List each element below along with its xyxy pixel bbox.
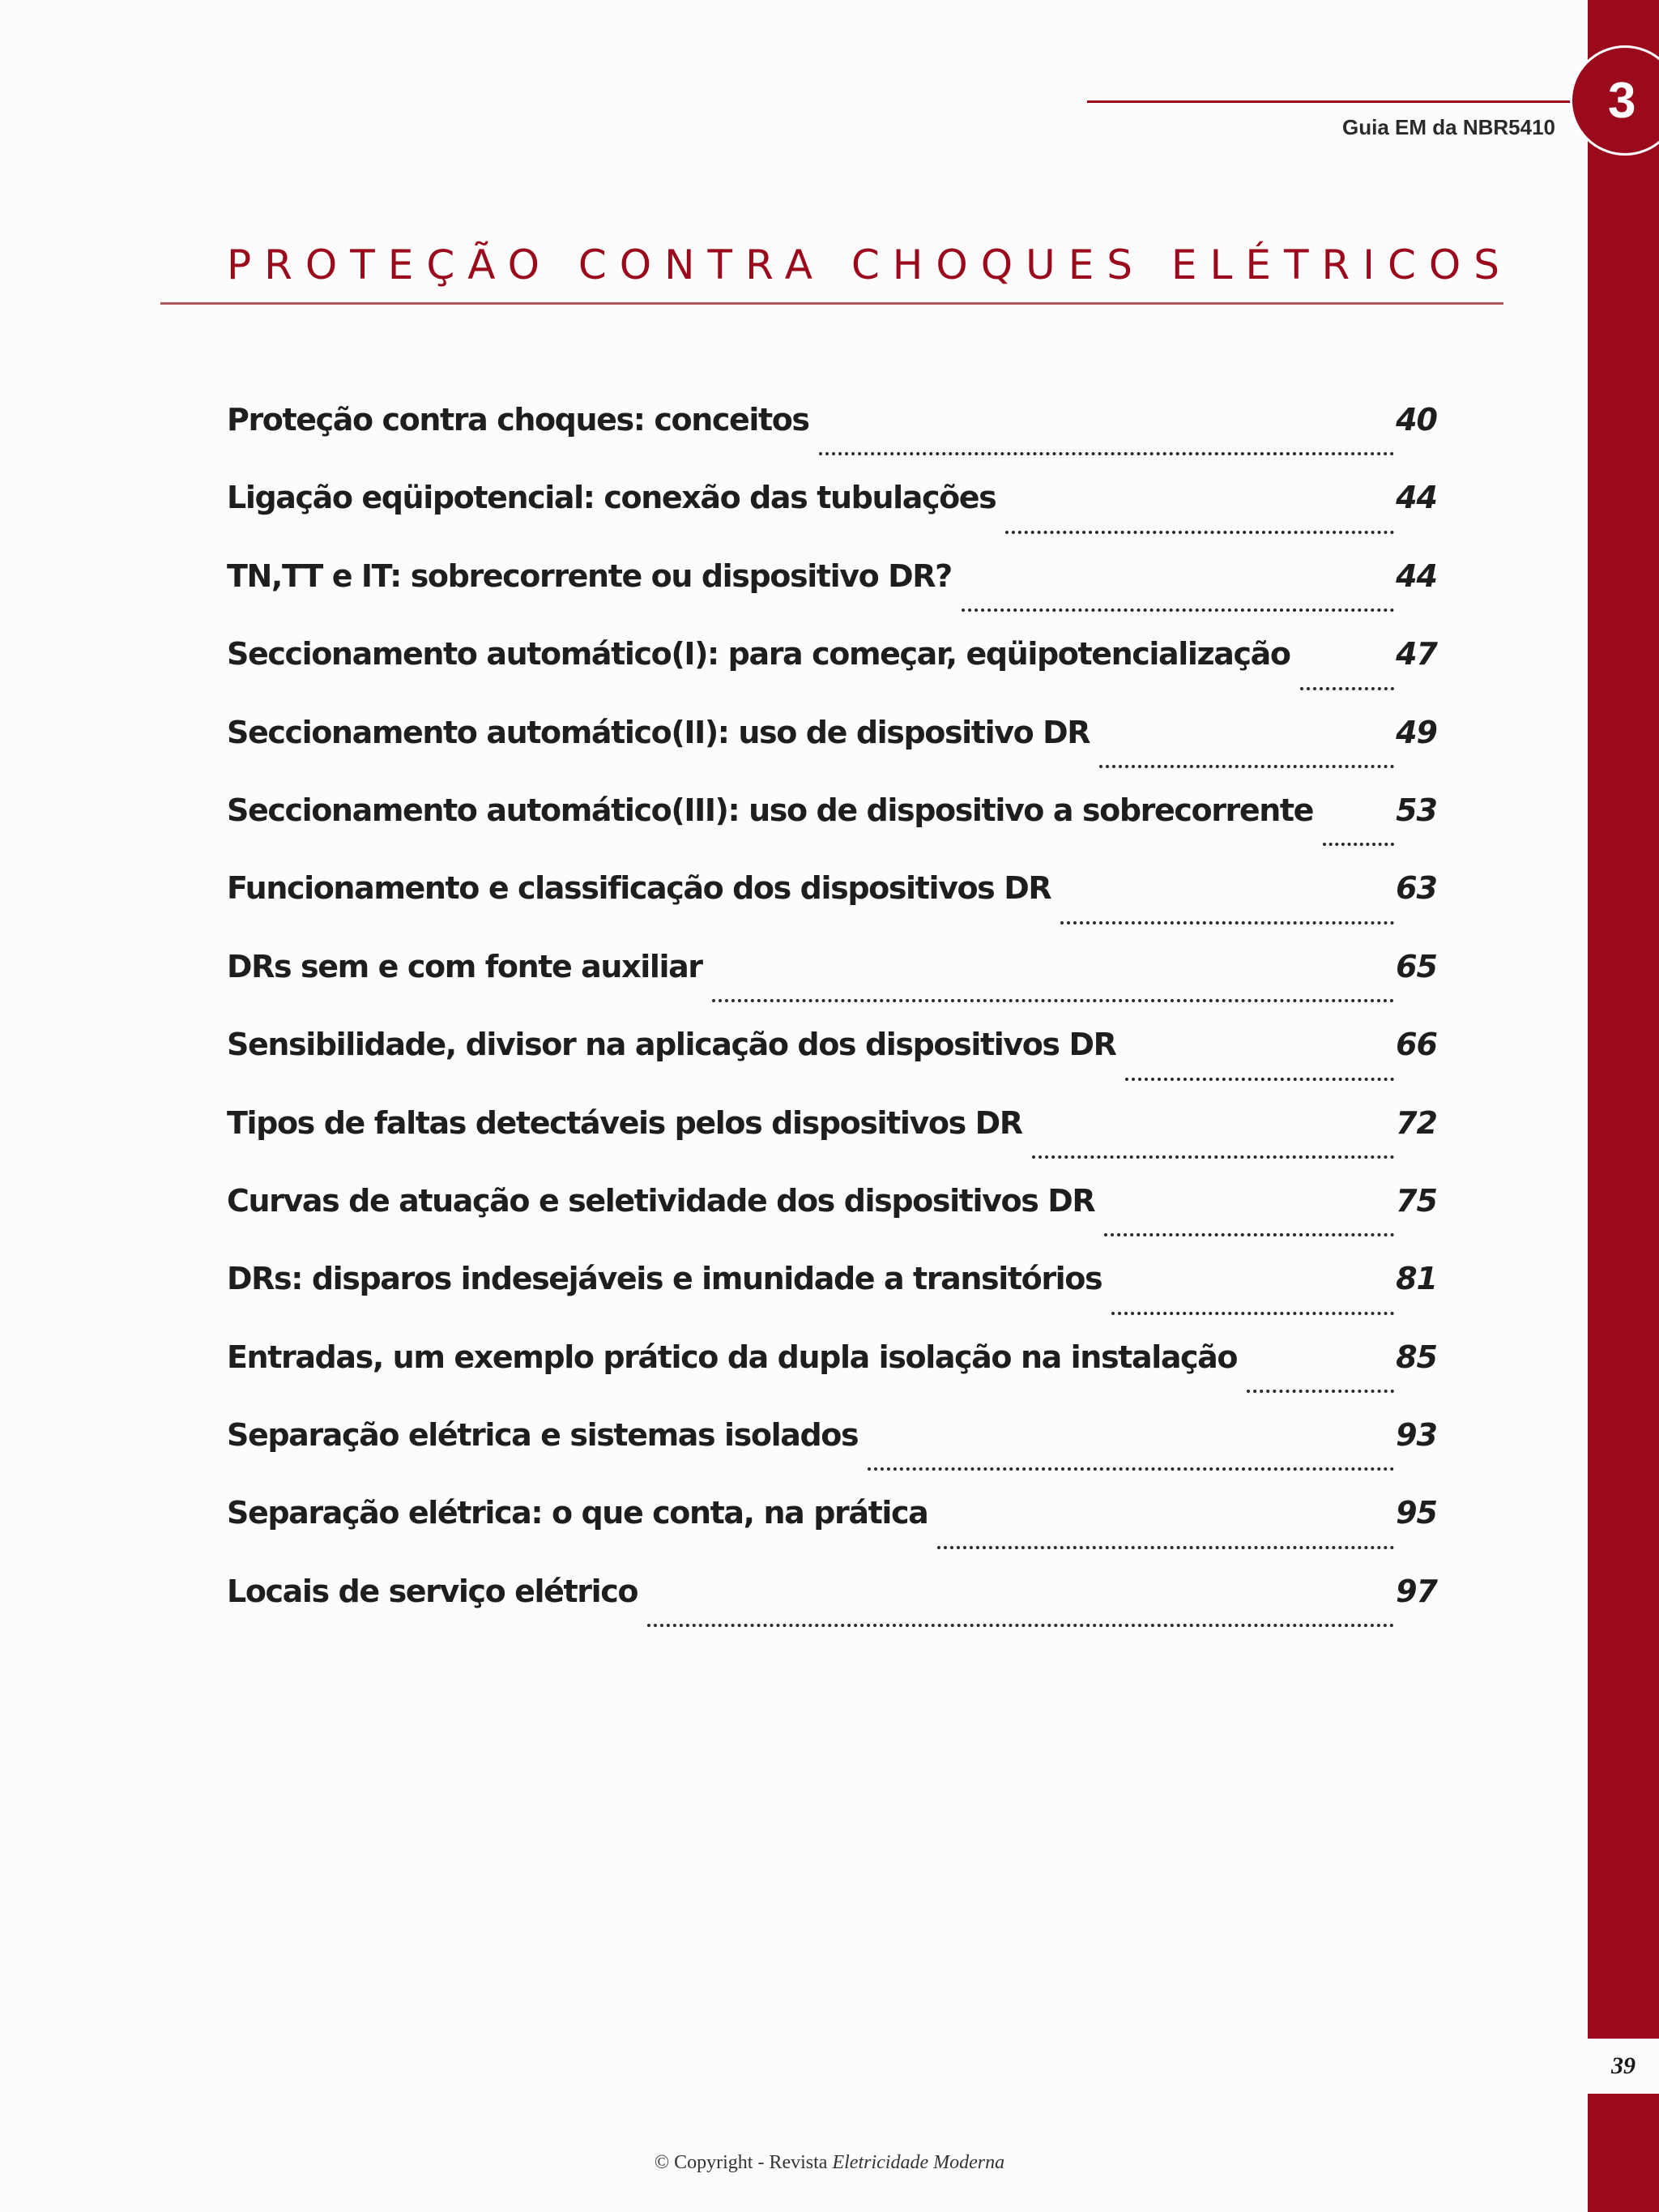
toc-entry-title: Sensibilidade, divisor na aplicação dos dispositivos DR: [227, 1027, 1116, 1063]
toc-entry-page: 81: [1396, 1261, 1437, 1297]
toc-entry-page: 63: [1396, 870, 1437, 907]
dot-leader: [1323, 843, 1394, 846]
toc-entry-title: Entradas, um exemplo prático da dupla isolação na instalação: [227, 1339, 1238, 1375]
toc-entry-page: 66: [1396, 1027, 1437, 1063]
section-title: PROTEÇÃO CONTRA CHOQUES ELÉTRICOS: [227, 241, 1513, 288]
toc-entry-page: 97: [1396, 1573, 1437, 1609]
toc-entry-page: 85: [1396, 1339, 1437, 1375]
toc-entry[interactable]: [227, 949, 1437, 1027]
dot-leader: [1060, 921, 1394, 925]
toc-entry-title: Seccionamento automático(II): uso de dispositivo DR: [227, 714, 1090, 750]
dot-leader: [937, 1546, 1394, 1549]
toc-entry[interactable]: [227, 1417, 1437, 1495]
toc-entry[interactable]: [227, 636, 1437, 714]
toc-entry[interactable]: [227, 715, 1437, 792]
toc-entry[interactable]: [227, 1183, 1437, 1261]
toc-entry-page: 72: [1396, 1104, 1437, 1141]
toc-entry[interactable]: [227, 1339, 1437, 1417]
toc-entry-title: Funcionamento e classificação dos dispositivos DR: [227, 870, 1051, 907]
toc-entry-title: Separação elétrica e sistemas isolados: [227, 1417, 859, 1454]
toc-entry[interactable]: [227, 1261, 1437, 1339]
toc-entry-title: Tipos de faltas detectáveis pelos dispositivos DR: [227, 1104, 1022, 1141]
chapter-badge: 3: [1570, 45, 1659, 156]
copyright: [0, 2152, 1659, 2174]
title-rule: [160, 302, 1503, 305]
dot-leader: [1247, 1390, 1394, 1393]
toc-entry-page: 44: [1396, 480, 1437, 516]
dot-leader: [819, 452, 1394, 455]
toc-entry[interactable]: [227, 402, 1437, 480]
side-band: [1588, 0, 1659, 2039]
toc-entry[interactable]: [227, 1574, 1437, 1651]
toc-entry-page: 75: [1396, 1182, 1437, 1219]
toc-entry-title: Seccionamento automático(III): uso de dispositivo a sobrecorrente: [227, 792, 1314, 828]
toc-entry-page: 93: [1396, 1417, 1437, 1454]
table-of-contents: [227, 402, 1437, 1651]
dot-leader: [868, 1467, 1394, 1471]
toc-entry-page: 53: [1396, 792, 1437, 828]
dot-leader: [1005, 531, 1394, 534]
dot-leader: [1125, 1078, 1394, 1081]
toc-entry-page: 40: [1396, 402, 1437, 438]
dot-leader: [712, 999, 1394, 1002]
copyright-prefix: © Copyright - Revista: [654, 2152, 833, 2173]
toc-entry-title: Proteção contra choques: conceitos: [227, 402, 809, 438]
running-title: Guia EM da NBR5410: [1342, 115, 1555, 139]
toc-entry[interactable]: [227, 558, 1437, 636]
toc-entry-title: Ligação eqüipotencial: conexão das tubulações: [227, 480, 996, 516]
toc-entry-page: 65: [1396, 948, 1437, 984]
copyright-magazine: Eletricidade Moderna: [832, 2152, 1005, 2173]
toc-entry-title: Seccionamento automático(I): para começar, eqüipotencialização: [227, 636, 1290, 673]
dot-leader: [647, 1624, 1394, 1627]
toc-entry[interactable]: [227, 480, 1437, 557]
toc-entry-page: 49: [1396, 714, 1437, 750]
toc-entry-title: Locais de serviço elétrico: [227, 1573, 638, 1609]
toc-entry-title: DRs: disparos indesejáveis e imunidade a transitórios: [227, 1261, 1102, 1297]
dot-leader: [1300, 687, 1395, 690]
toc-entry[interactable]: [227, 792, 1437, 870]
toc-entry-title: TN,TT e IT: sobrecorrente ou dispositivo DR?: [227, 557, 952, 594]
dot-leader: [1032, 1155, 1394, 1159]
toc-entry-page: 44: [1396, 557, 1437, 594]
header-rule: [1087, 100, 1589, 103]
toc-entry-page: 47: [1396, 636, 1437, 673]
toc-entry[interactable]: [227, 870, 1437, 948]
toc-entry[interactable]: [227, 1105, 1437, 1183]
dot-leader: [1104, 1233, 1394, 1236]
dot-leader: [962, 609, 1394, 612]
toc-entry-title: Separação elétrica: o que conta, na prática: [227, 1495, 928, 1531]
dot-leader: [1099, 765, 1394, 768]
toc-entry[interactable]: [227, 1495, 1437, 1573]
toc-entry-title: DRs sem e com fonte auxiliar: [227, 948, 702, 984]
toc-entry-title: Curvas de atuação e seletividade dos dispositivos DR: [227, 1182, 1095, 1219]
page-number: 39: [1611, 2052, 1636, 2079]
toc-entry-page: 95: [1396, 1495, 1437, 1531]
toc-entry[interactable]: [227, 1027, 1437, 1104]
dot-leader: [1111, 1312, 1394, 1315]
